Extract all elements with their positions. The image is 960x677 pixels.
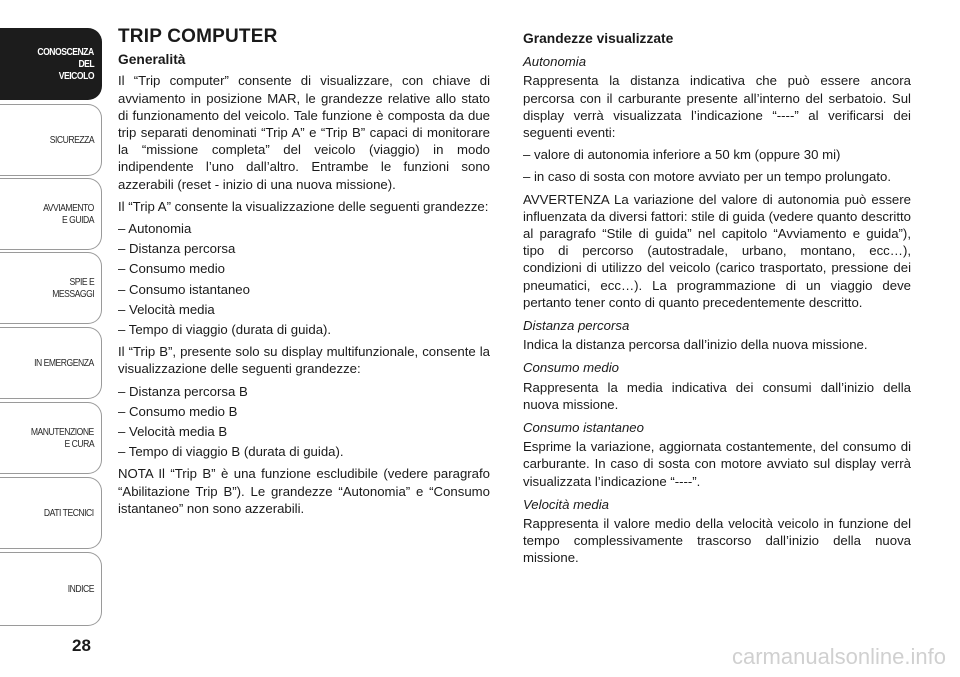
note-paragraph: NOTA Il “Trip B” è una funzione escludibile (vedere paragrafo “Abilitazione Trip B”). Le grandezze “Autonomia” e “Consumo istantaneo” non sono azzerabili.	[118, 466, 490, 516]
warning-paragraph: AVVERTENZA La variazione del valore di autonomia può essere influenzata da diversi fattori: stile di guida (vedere quanto descritto al paragrafo “Stile di guida” nel capitolo “Avviamento e guida”), tipo di percorso (autostradale, urbano, montano, ecc…), condizioni di utilizzo del veicolo (carico trasportato, pressione dei pneumatici, ecc…). La programmazione di un viaggio deve pertanto tener conto di quanto precedentemente descritto.	[523, 191, 911, 310]
list-item: – Distanza percorsa	[118, 241, 236, 257]
consumo-medio-text: Rappresenta la media indicativa dei consumi dall’inizio della nuova missione.	[523, 379, 911, 412]
list-item: – Distanza percorsa B	[118, 383, 248, 399]
autonomia-item: – in caso di sosta con motore avviato per un tempo prolungato.	[523, 169, 892, 185]
tab-conoscenza-del-veicolo[interactable]: CONOSCENZA DEL VEICOLO	[0, 28, 102, 100]
trip-a-paragraph: Il “Trip A” consente la visualizzazione delle seguenti grandezze:	[118, 198, 489, 214]
list-item: – Autonomia	[118, 221, 192, 237]
chapter-tabs	[0, 0, 104, 640]
velocita-media-text: Rappresenta il valore medio della velocità veicolo in funzione del tempo complessivamente trascorso dall’inizio della nuova missione.	[523, 516, 911, 566]
generalita-heading: Generalità	[118, 52, 186, 68]
section-title: TRIP COMPUTER	[118, 26, 278, 47]
tab-manutenzione-e-cura[interactable]: MANUTENZIONE E CURA	[0, 402, 102, 474]
autonomia-text: Rappresenta la distanza indicativa che può essere ancora percorsa con il carburante presente all’interno del serbatoio. Sul display verrà visualizzata l’indicazione “----” al verificarsi dei seguenti eventi:	[523, 73, 911, 141]
tab-avviamento-e-guida[interactable]: AVVIAMENTO E GUIDA	[0, 178, 102, 250]
consumo-istantaneo-text: Esprime la variazione, aggiornata costantemente, del consumo di carburante. In caso di sosta con motore avviato sul display verrà visualizzata l’indicazione “----”.	[523, 439, 911, 489]
tab-in-emergenza[interactable]: IN EMERGENZA	[0, 327, 102, 399]
tab-spie-e-messaggi[interactable]: SPIE E MESSAGGI	[0, 252, 102, 324]
consumo-istantaneo-label: Consumo istantaneo	[523, 420, 644, 436]
list-item: – Consumo medio	[118, 261, 226, 277]
velocita-media-label: Velocità media	[523, 496, 610, 512]
watermark: carmanualsonline.info	[731, 644, 946, 669]
left-column	[118, 28, 490, 522]
tab-dati-tecnici[interactable]: DATI TECNICI	[0, 477, 102, 549]
list-item: – Velocità media B	[118, 424, 228, 440]
consumo-medio-label: Consumo medio	[523, 360, 620, 376]
list-item: – Tempo di viaggio B (durata di guida).	[118, 444, 344, 460]
autonomia-item: – valore di autonomia inferiore a 50 km (oppure 30 mi)	[523, 147, 841, 163]
right-column	[523, 28, 911, 572]
tab-sicurezza[interactable]: SICUREZZA	[0, 104, 102, 176]
grandezze-heading: Grandezze visualizzate	[523, 31, 674, 46]
list-item: – Velocità media	[118, 301, 215, 317]
distanza-label: Distanza percorsa	[523, 318, 630, 334]
distanza-text: Indica la distanza percorsa dall’inizio della nuova missione.	[523, 337, 868, 353]
intro-paragraph: Il “Trip computer” consente di visualizzare, con chiave di avviamento in posizione MAR, le grandezze relative allo stato di funzionamento del veicolo. Tale funzione è composta da due trip separati denominati “Trip A” e “Trip B” capaci di monitorare la “missione completa” del veicolo (viaggio) in modo indipendente l’uno dall’altro. Entrambe le funzioni sono azzerabili (reset - inizio di una nuova missione).	[118, 73, 490, 192]
autonomia-label: Autonomia	[523, 54, 587, 70]
trip-b-paragraph: Il “Trip B”, presente solo su display multifunzionale, consente la visualizzazione delle seguenti grandezze:	[118, 344, 490, 377]
trip-a-list	[118, 220, 490, 338]
page-number: 28	[72, 636, 91, 655]
list-item: – Consumo istantaneo	[118, 281, 250, 297]
tab-indice[interactable]: INDICE	[0, 552, 102, 626]
trip-b-list	[118, 383, 490, 461]
list-item: – Tempo di viaggio (durata di guida).	[118, 322, 332, 338]
list-item: – Consumo medio B	[118, 403, 238, 419]
